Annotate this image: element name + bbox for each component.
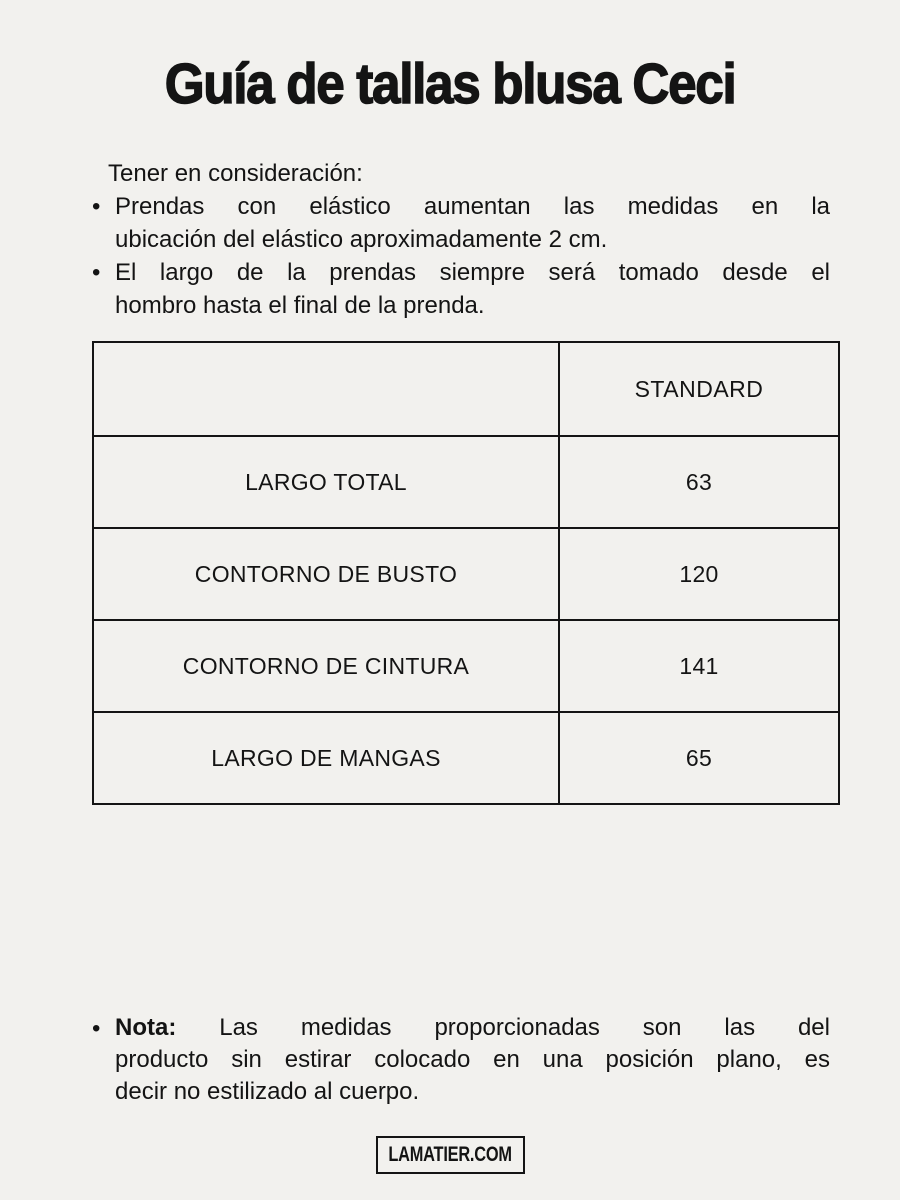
bullet-line: ubicación del elástico aproximadamente 2 cm. bbox=[115, 226, 608, 253]
measure-label: CONTORNO DE BUSTO bbox=[93, 528, 559, 620]
bullet-line: Prendas con elástico aumentan las medidas en la bbox=[115, 193, 830, 220]
note-label: Nota: bbox=[115, 1014, 177, 1041]
note-line: producto sin estirar colocado en una posición plano, es bbox=[115, 1046, 830, 1073]
page-title-text: Guía de tallas blusa Ceci bbox=[164, 52, 736, 116]
measure-label: LARGO DE MANGAS bbox=[93, 712, 559, 804]
measure-header-cell bbox=[93, 342, 559, 436]
page-title bbox=[0, 46, 900, 122]
table-row-largo-mangas bbox=[93, 712, 839, 804]
note-line: decir no estilizado al cuerpo. bbox=[115, 1078, 420, 1105]
brand-badge bbox=[376, 1136, 525, 1174]
bullet-line: El largo de la prendas siempre será tomado desde el bbox=[115, 259, 830, 286]
bullet-line: hombro hasta el final de la prenda. bbox=[115, 292, 485, 319]
note-section bbox=[92, 1012, 832, 1108]
measure-value: 141 bbox=[559, 620, 839, 712]
size-table-header-row bbox=[93, 342, 839, 436]
bullet-icon: • bbox=[92, 193, 101, 220]
measure-value: 120 bbox=[559, 528, 839, 620]
considerations-section bbox=[92, 157, 832, 322]
note-line bbox=[115, 1012, 830, 1044]
brand-name: LAMATIER.COM bbox=[388, 1143, 512, 1166]
measure-value: 65 bbox=[559, 712, 839, 804]
bullet-icon: • bbox=[92, 259, 101, 286]
note-line-text: Las medidas proporcionadas son las del bbox=[219, 1014, 830, 1041]
measure-value: 63 bbox=[559, 436, 839, 528]
note-text bbox=[115, 1012, 830, 1108]
table-row-contorno-busto bbox=[93, 528, 839, 620]
bullet-text bbox=[115, 190, 830, 256]
consideration-bullet-2 bbox=[92, 256, 832, 322]
size-header-cell: STANDARD bbox=[559, 342, 839, 436]
bullet-icon: • bbox=[92, 1015, 101, 1042]
consideration-bullet-1 bbox=[92, 190, 832, 256]
measure-label: CONTORNO DE CINTURA bbox=[93, 620, 559, 712]
table-row-contorno-cintura bbox=[93, 620, 839, 712]
measure-label: LARGO TOTAL bbox=[93, 436, 559, 528]
table-row-largo-total bbox=[93, 436, 839, 528]
size-table bbox=[92, 341, 840, 805]
considerations-heading: Tener en consideración: bbox=[108, 160, 363, 187]
footer bbox=[0, 1136, 900, 1174]
bullet-text bbox=[115, 256, 830, 322]
note-bullet bbox=[92, 1012, 832, 1108]
